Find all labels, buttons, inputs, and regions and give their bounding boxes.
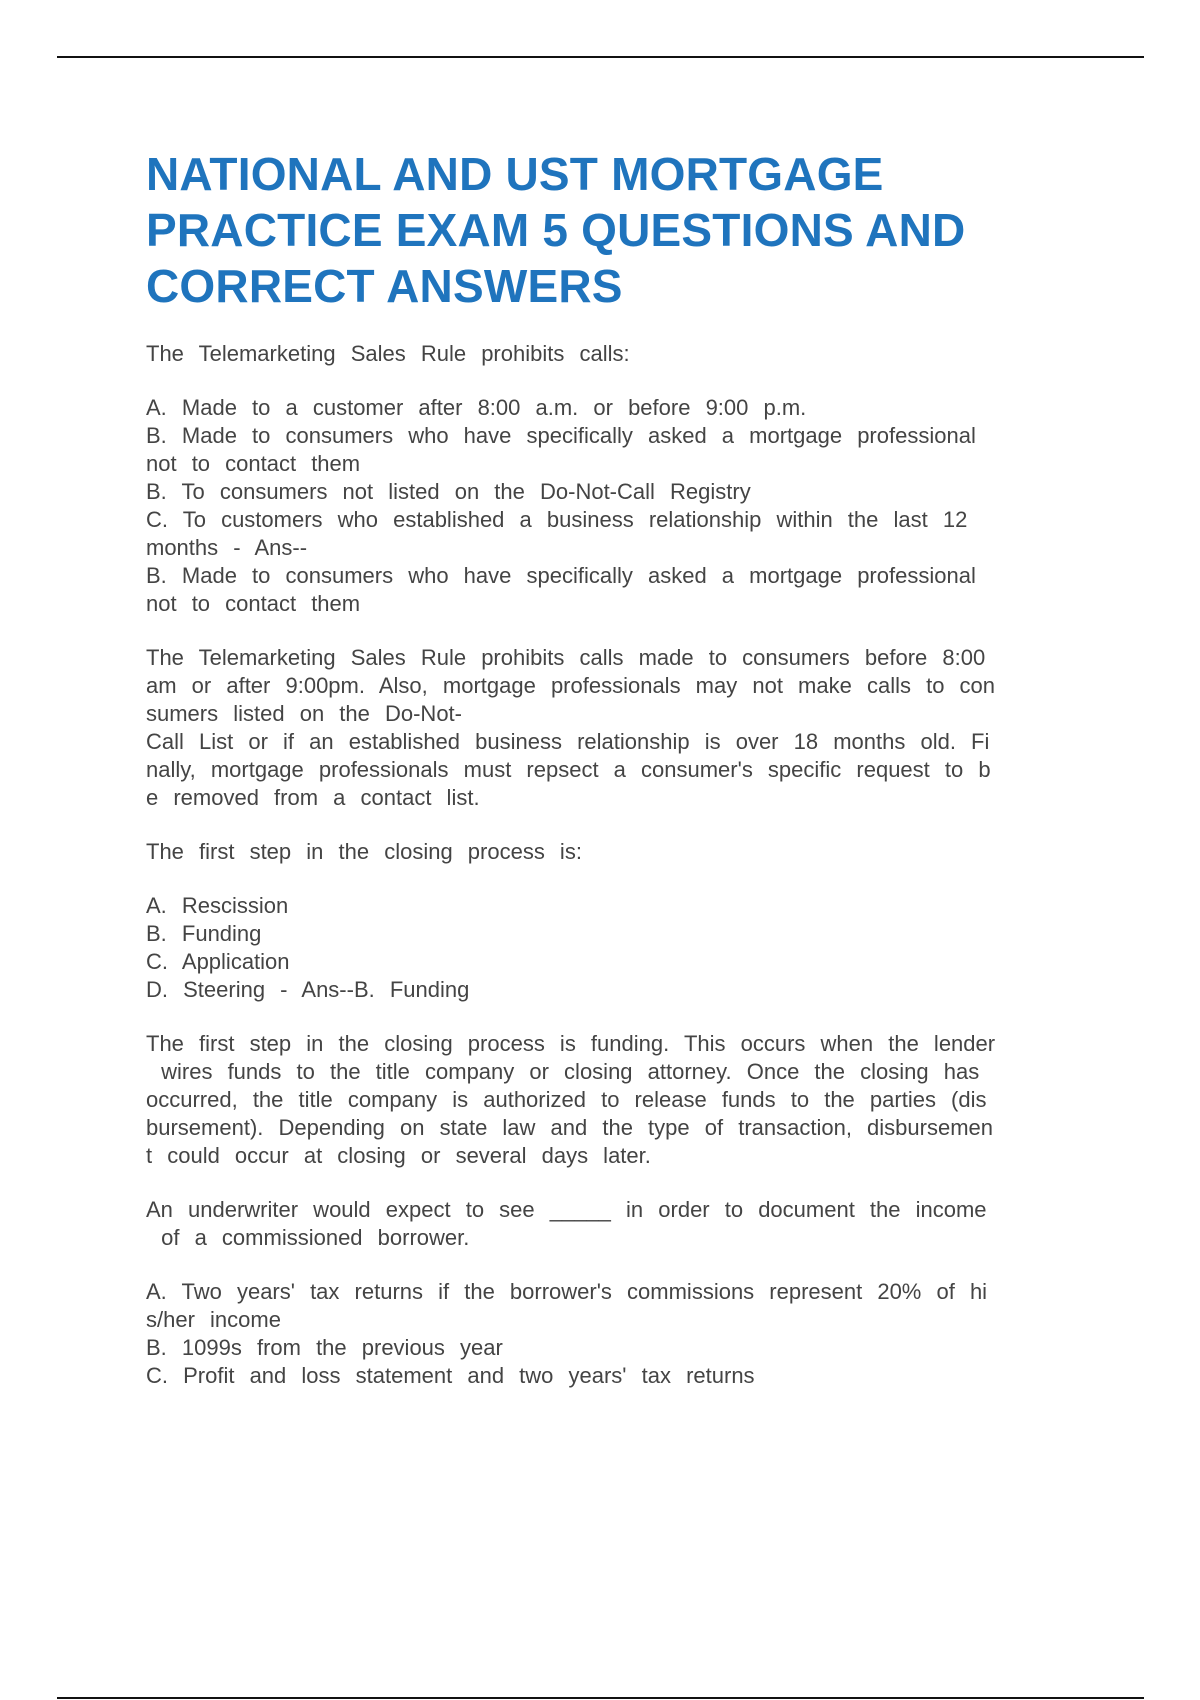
answer-explanation xyxy=(146,644,1086,812)
title-line: NATIONAL AND UST MORTGAGE xyxy=(146,148,884,200)
option-line: C. Application xyxy=(146,949,290,974)
explanation-line: bursement). Depending on state law and the type of transaction, disbursemen xyxy=(146,1115,994,1140)
question-text: The first step in the closing process is: xyxy=(146,839,582,864)
option-line: B. Funding xyxy=(146,921,262,946)
option-line: A. Rescission xyxy=(146,893,289,918)
explanation-line: Call List or if an established business relationship is over 18 months old. Fi xyxy=(146,729,990,754)
answer-explanation xyxy=(146,1030,1086,1170)
option-line: B. 1099s from the previous year xyxy=(146,1335,503,1360)
question-block-2 xyxy=(146,838,1086,1170)
explanation-line: sumers listed on the Do-Not- xyxy=(146,701,462,726)
explanation-line: t could occur at closing or several days later. xyxy=(146,1143,651,1168)
option-line: months - Ans-- xyxy=(146,535,308,560)
document-title xyxy=(146,146,1086,314)
option-line: B. To consumers not listed on the Do-Not-Call Registry xyxy=(146,479,751,504)
answer-options xyxy=(146,892,1086,1004)
explanation-line: am or after 9:00pm. Also, mortgage professionals may not make calls to con xyxy=(146,673,996,698)
option-line: s/her income xyxy=(146,1307,281,1332)
option-line: B. Made to consumers who have specifically asked a mortgage professional xyxy=(146,563,976,588)
title-line: PRACTICE EXAM 5 QUESTIONS AND xyxy=(146,204,966,256)
header-rule xyxy=(57,56,1144,58)
option-line: not to contact them xyxy=(146,591,361,616)
question-line: of a commissioned borrower. xyxy=(146,1225,470,1250)
question-block-3 xyxy=(146,1196,1086,1390)
explanation-line: nally, mortgage professionals must repsect a consumer's specific request to b xyxy=(146,757,991,782)
question-block-1 xyxy=(146,340,1086,812)
option-line: A. Two years' tax returns if the borrower's commissions represent 20% of hi xyxy=(146,1279,988,1304)
option-line: C. To customers who established a business relationship within the last 12 xyxy=(146,507,968,532)
question-text: The Telemarketing Sales Rule prohibits calls: xyxy=(146,341,630,366)
title-line: CORRECT ANSWERS xyxy=(146,260,623,312)
explanation-line: e removed from a contact list. xyxy=(146,785,480,810)
explanation-line: occurred, the title company is authorized to release funds to the parties (dis xyxy=(146,1087,987,1112)
option-line: D. Steering - Ans--B. Funding xyxy=(146,977,470,1002)
option-line: not to contact them xyxy=(146,451,361,476)
option-line: C. Profit and loss statement and two years' tax returns xyxy=(146,1363,755,1388)
answer-options xyxy=(146,394,1086,618)
question-text xyxy=(146,1196,1086,1252)
explanation-line: The first step in the closing process is funding. This occurs when the lender xyxy=(146,1031,996,1056)
question-line: An underwriter would expect to see _____ in order to document the income xyxy=(146,1197,987,1222)
explanation-line: The Telemarketing Sales Rule prohibits calls made to consumers before 8:00 xyxy=(146,645,986,670)
explanation-line: wires funds to the title company or closing attorney. Once the closing has xyxy=(146,1059,980,1084)
answer-options xyxy=(146,1278,1086,1390)
footer-rule xyxy=(57,1697,1144,1699)
option-line: A. Made to a customer after 8:00 a.m. or before 9:00 p.m. xyxy=(146,395,807,420)
option-line: B. Made to consumers who have specifically asked a mortgage professional xyxy=(146,423,976,448)
document-body xyxy=(146,146,1086,1390)
